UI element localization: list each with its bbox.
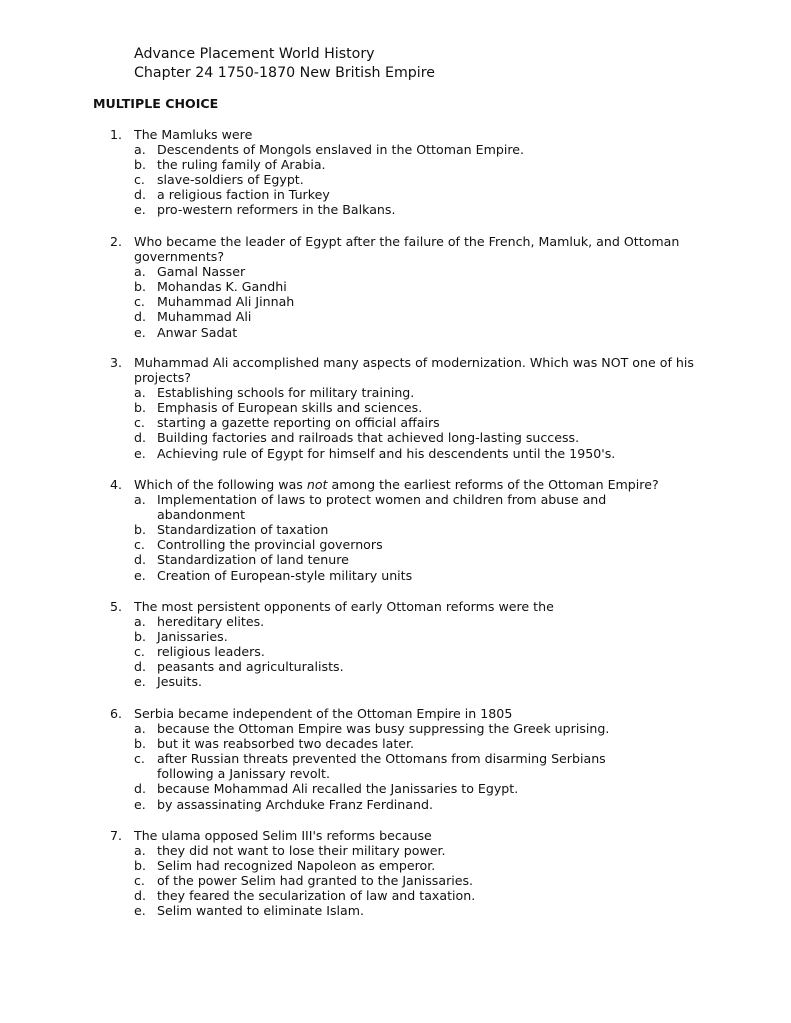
option-text: religious leaders. bbox=[157, 644, 265, 660]
option-text: after Russian threats prevented the Ottomans from disarming Serbians following a Janissary revolt. bbox=[157, 751, 606, 782]
document-title: Advance Placement World History bbox=[134, 46, 375, 62]
option-letter: d. bbox=[134, 187, 146, 203]
option-text: they feared the secularization of law and taxation. bbox=[157, 888, 476, 904]
question-emphasis: not bbox=[306, 477, 328, 492]
answer-option bbox=[0, 522, 791, 537]
option-text: because the Ottoman Empire was busy suppressing the Greek uprising. bbox=[157, 721, 610, 737]
answer-option bbox=[0, 552, 791, 567]
option-letter: e. bbox=[134, 796, 146, 812]
option-text: Janissaries. bbox=[157, 629, 228, 645]
question-text: The Mamluks were bbox=[134, 127, 253, 142]
question-6 bbox=[0, 706, 791, 812]
option-text: Selim wanted to eliminate Islam. bbox=[157, 903, 365, 919]
answer-option bbox=[0, 492, 791, 522]
option-text: the ruling family of Arabia. bbox=[157, 157, 326, 173]
option-letter: b. bbox=[134, 279, 146, 295]
option-letter: a. bbox=[134, 843, 146, 859]
answer-option bbox=[0, 751, 791, 781]
option-text: starting a gazette reporting on official affairs bbox=[157, 415, 440, 431]
option-text: they did not want to lose their military power. bbox=[157, 843, 446, 859]
option-letter: d. bbox=[134, 430, 146, 446]
option-letter: d. bbox=[134, 888, 146, 904]
option-text: Mohandas K. Gandhi bbox=[157, 279, 287, 295]
answer-option bbox=[0, 385, 791, 400]
option-text: Standardization of land tenure bbox=[157, 552, 349, 568]
option-letter: c. bbox=[134, 751, 145, 767]
option-letter: e. bbox=[134, 202, 146, 218]
question-5 bbox=[0, 599, 791, 690]
answer-option bbox=[0, 202, 791, 217]
answer-option bbox=[0, 264, 791, 279]
option-text: pro-western reformers in the Balkans. bbox=[157, 202, 396, 218]
answer-option bbox=[0, 142, 791, 157]
question-7 bbox=[0, 828, 791, 919]
answer-option bbox=[0, 157, 791, 172]
question-number: 2. bbox=[110, 234, 123, 249]
option-text: peasants and agriculturalists. bbox=[157, 659, 344, 675]
answer-option bbox=[0, 446, 791, 461]
option-text: slave-soldiers of Egypt. bbox=[157, 172, 304, 188]
option-letter: a. bbox=[134, 264, 146, 280]
answer-option bbox=[0, 294, 791, 309]
option-letter: e. bbox=[134, 903, 146, 919]
answer-option bbox=[0, 659, 791, 674]
answer-option bbox=[0, 843, 791, 858]
answer-option bbox=[0, 568, 791, 583]
question-number: 3. bbox=[110, 355, 123, 370]
option-letter: e. bbox=[134, 674, 146, 690]
question-text: The ulama opposed Selim III's reforms because bbox=[134, 828, 432, 843]
question-text: Which of the following was not among the earliest reforms of the Ottoman Empire? bbox=[134, 477, 659, 492]
option-text: Selim had recognized Napoleon as emperor. bbox=[157, 858, 436, 874]
question-number: 6. bbox=[110, 706, 123, 721]
option-letter: b. bbox=[134, 629, 146, 645]
option-letter: d. bbox=[134, 781, 146, 797]
option-text: Emphasis of European skills and sciences. bbox=[157, 400, 423, 416]
answer-option bbox=[0, 873, 791, 888]
answer-option bbox=[0, 903, 791, 918]
option-letter: c. bbox=[134, 172, 145, 188]
answer-option bbox=[0, 187, 791, 202]
answer-option bbox=[0, 888, 791, 903]
answer-option bbox=[0, 674, 791, 689]
answer-option bbox=[0, 309, 791, 324]
answer-option bbox=[0, 614, 791, 629]
answer-option bbox=[0, 415, 791, 430]
option-text: Anwar Sadat bbox=[157, 324, 238, 340]
option-letter: b. bbox=[134, 736, 146, 752]
option-letter: c. bbox=[134, 644, 145, 660]
option-text: by assassinating Archduke Franz Ferdinand. bbox=[157, 796, 433, 812]
option-text: Building factories and railroads that achieved long-lasting success. bbox=[157, 430, 580, 446]
answer-option bbox=[0, 537, 791, 552]
option-letter: b. bbox=[134, 522, 146, 538]
option-text: hereditary elites. bbox=[157, 614, 265, 630]
option-letter: b. bbox=[134, 858, 146, 874]
option-text: Muhammad Ali Jinnah bbox=[157, 294, 295, 310]
section-heading: MULTIPLE CHOICE bbox=[93, 96, 219, 111]
option-text: a religious faction in Turkey bbox=[157, 187, 330, 203]
answer-option bbox=[0, 325, 791, 340]
answer-option bbox=[0, 279, 791, 294]
question-2 bbox=[0, 234, 791, 340]
option-text: Gamal Nasser bbox=[157, 264, 246, 280]
question-number: 5. bbox=[110, 599, 123, 614]
answer-option bbox=[0, 736, 791, 751]
answer-option bbox=[0, 629, 791, 644]
option-text: Descendents of Mongols enslaved in the Ottoman Empire. bbox=[157, 142, 525, 158]
option-letter: d. bbox=[134, 659, 146, 675]
answer-option bbox=[0, 858, 791, 873]
option-text: but it was reabsorbed two decades later. bbox=[157, 736, 415, 752]
option-letter: e. bbox=[134, 445, 146, 461]
answer-option bbox=[0, 430, 791, 445]
option-text: Standardization of taxation bbox=[157, 522, 329, 538]
option-letter: e. bbox=[134, 567, 146, 583]
answer-option bbox=[0, 797, 791, 812]
answer-option bbox=[0, 781, 791, 796]
option-letter: c. bbox=[134, 415, 145, 431]
question-text: The most persistent opponents of early Ottoman reforms were the bbox=[134, 599, 554, 614]
answer-option bbox=[0, 172, 791, 187]
question-number: 4. bbox=[110, 477, 123, 492]
option-text: because Mohammad Ali recalled the Janissaries to Egypt. bbox=[157, 781, 519, 797]
option-letter: c. bbox=[134, 537, 145, 553]
option-letter: a. bbox=[134, 721, 146, 737]
option-text: of the power Selim had granted to the Janissaries. bbox=[157, 873, 474, 889]
option-text: Jesuits. bbox=[157, 674, 203, 690]
option-text: Establishing schools for military training. bbox=[157, 385, 415, 401]
answer-option bbox=[0, 400, 791, 415]
option-letter: b. bbox=[134, 400, 146, 416]
option-letter: a. bbox=[134, 142, 146, 158]
option-text: Muhammad Ali bbox=[157, 309, 252, 325]
option-letter: d. bbox=[134, 552, 146, 568]
question-text: Muhammad Ali accomplished many aspects of modernization. Which was NOT one of his projects? bbox=[134, 355, 694, 386]
question-text: Serbia became independent of the Ottoman Empire in 1805 bbox=[134, 706, 513, 721]
question-number: 1. bbox=[110, 127, 123, 142]
option-text: Creation of European-style military units bbox=[157, 567, 413, 583]
answer-option bbox=[0, 644, 791, 659]
option-letter: c. bbox=[134, 294, 145, 310]
document-subtitle: Chapter 24 1750-1870 New British Empire bbox=[134, 65, 435, 81]
answer-option bbox=[0, 721, 791, 736]
option-letter: e. bbox=[134, 324, 146, 340]
option-text: Implementation of laws to protect women and children from abuse and abandonment bbox=[157, 492, 607, 523]
option-letter: d. bbox=[134, 309, 146, 325]
question-text: Who became the leader of Egypt after the failure of the French, Mamluk, and Ottoman governments? bbox=[134, 234, 680, 265]
option-text: Achieving rule of Egypt for himself and his descendents until the 1950's. bbox=[157, 445, 616, 461]
option-letter: a. bbox=[134, 385, 146, 401]
option-letter: a. bbox=[134, 492, 146, 508]
question-3 bbox=[0, 355, 791, 461]
question-4 bbox=[0, 477, 791, 583]
option-letter: a. bbox=[134, 614, 146, 630]
option-letter: b. bbox=[134, 157, 146, 173]
question-1 bbox=[0, 127, 791, 218]
option-letter: c. bbox=[134, 873, 145, 889]
option-text: Controlling the provincial governors bbox=[157, 537, 383, 553]
question-number: 7. bbox=[110, 828, 123, 843]
